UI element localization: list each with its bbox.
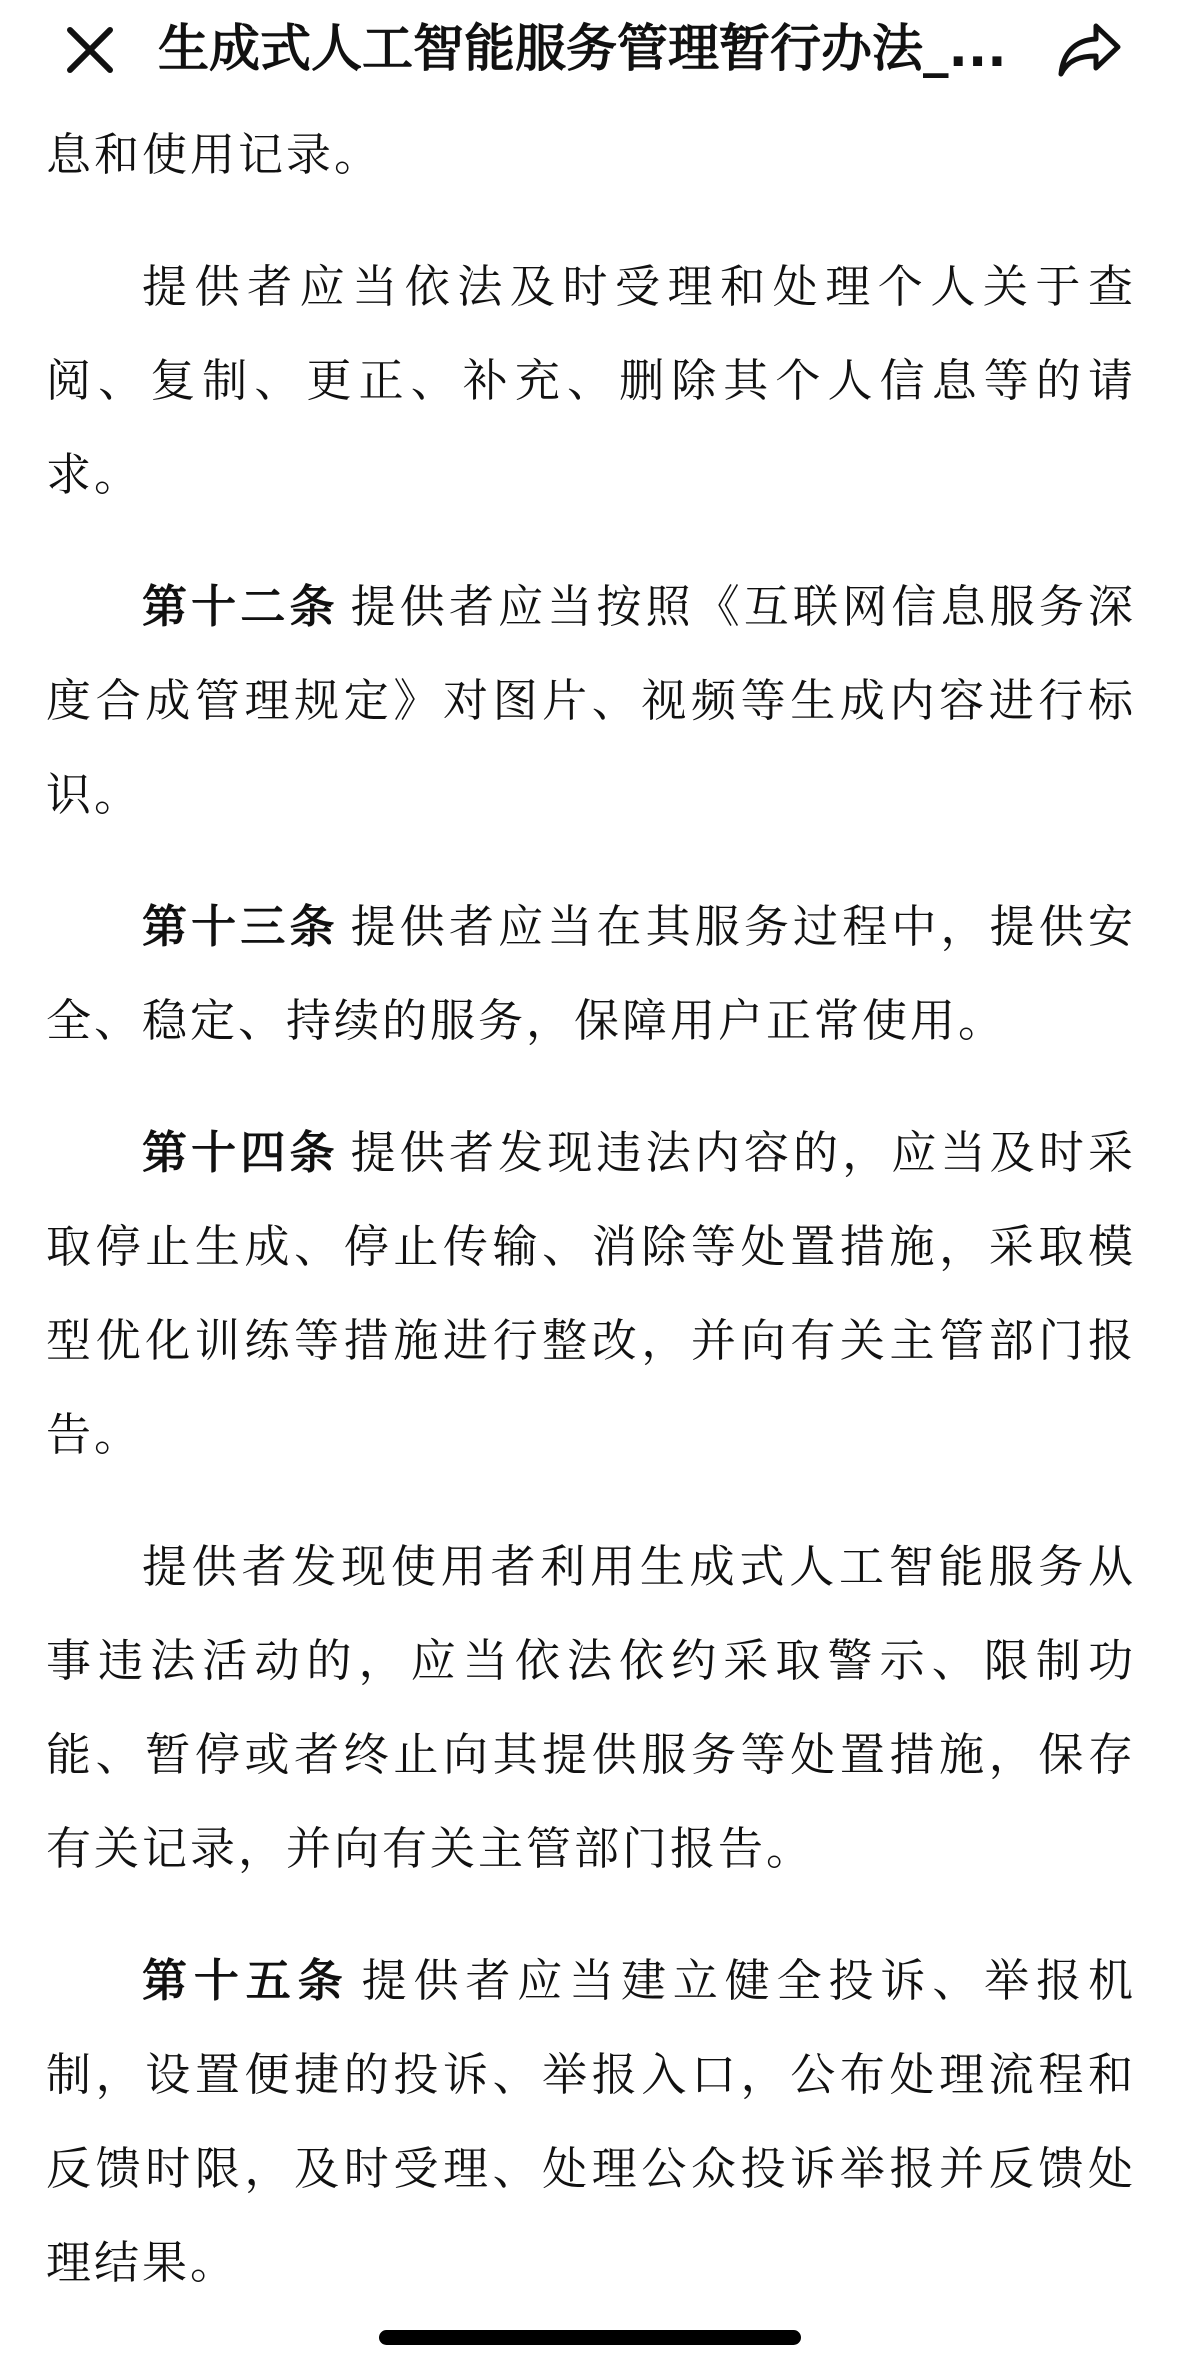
home-indicator[interactable] [379, 2330, 801, 2345]
paragraph-text: 提供者应当按照《互联网信息服务深度合成管理规定》对图片、视频等生成内容进行标识。 [46, 580, 1136, 821]
article-15 [46, 1934, 1136, 2310]
paragraph-text: 息和使用记录。 [46, 128, 383, 181]
paragraph-continuation [46, 108, 1136, 202]
paragraph-text: 提供者应当依法及时受理和处理个人关于查阅、复制、更正、补充、删除其个人信息等的请求。 [46, 260, 1136, 501]
page-title: 生成式人工智能服务管理暂行办法_... [158, 20, 1007, 79]
paragraph-text: 提供者发现使用者利用生成式人工智能服务从事违法活动的，应当依法依约采取警示、限制功能、暂停或者终止向其提供服务等处置措施，保存有关记录，并向有关主管部门报告。 [46, 1540, 1136, 1875]
paragraph [46, 1520, 1136, 1896]
close-button[interactable] [54, 14, 126, 86]
paragraph-text: 提供者发现违法内容的，应当及时采取停止生成、停止传输、消除等处置措施，采取模型优化训练等措施进行整改，并向有关主管部门报告。 [46, 1126, 1136, 1461]
article-number: 第十四条 [142, 1126, 339, 1179]
paragraph-text: 提供者应当在其服务过程中，提供安全、稳定、持续的服务，保障用户正常使用。 [46, 900, 1136, 1047]
article-number: 第十二条 [142, 580, 339, 633]
article-content [46, 108, 1136, 2310]
article-12 [46, 560, 1136, 842]
paragraph-text: 提供者应当建立健全投诉、举报机制，设置便捷的投诉、举报入口，公布处理流程和反馈时限，及时受理、处理公众投诉举报并反馈处理结果。 [46, 1954, 1136, 2289]
top-bar [0, 0, 1179, 108]
share-icon [1056, 20, 1124, 80]
article-number: 第十五条 [142, 1954, 350, 2007]
close-icon [64, 24, 116, 76]
article-number: 第十三条 [142, 900, 339, 953]
paragraph [46, 240, 1136, 522]
share-button[interactable] [1050, 12, 1130, 88]
article-14 [46, 1106, 1136, 1482]
article-13 [46, 880, 1136, 1068]
